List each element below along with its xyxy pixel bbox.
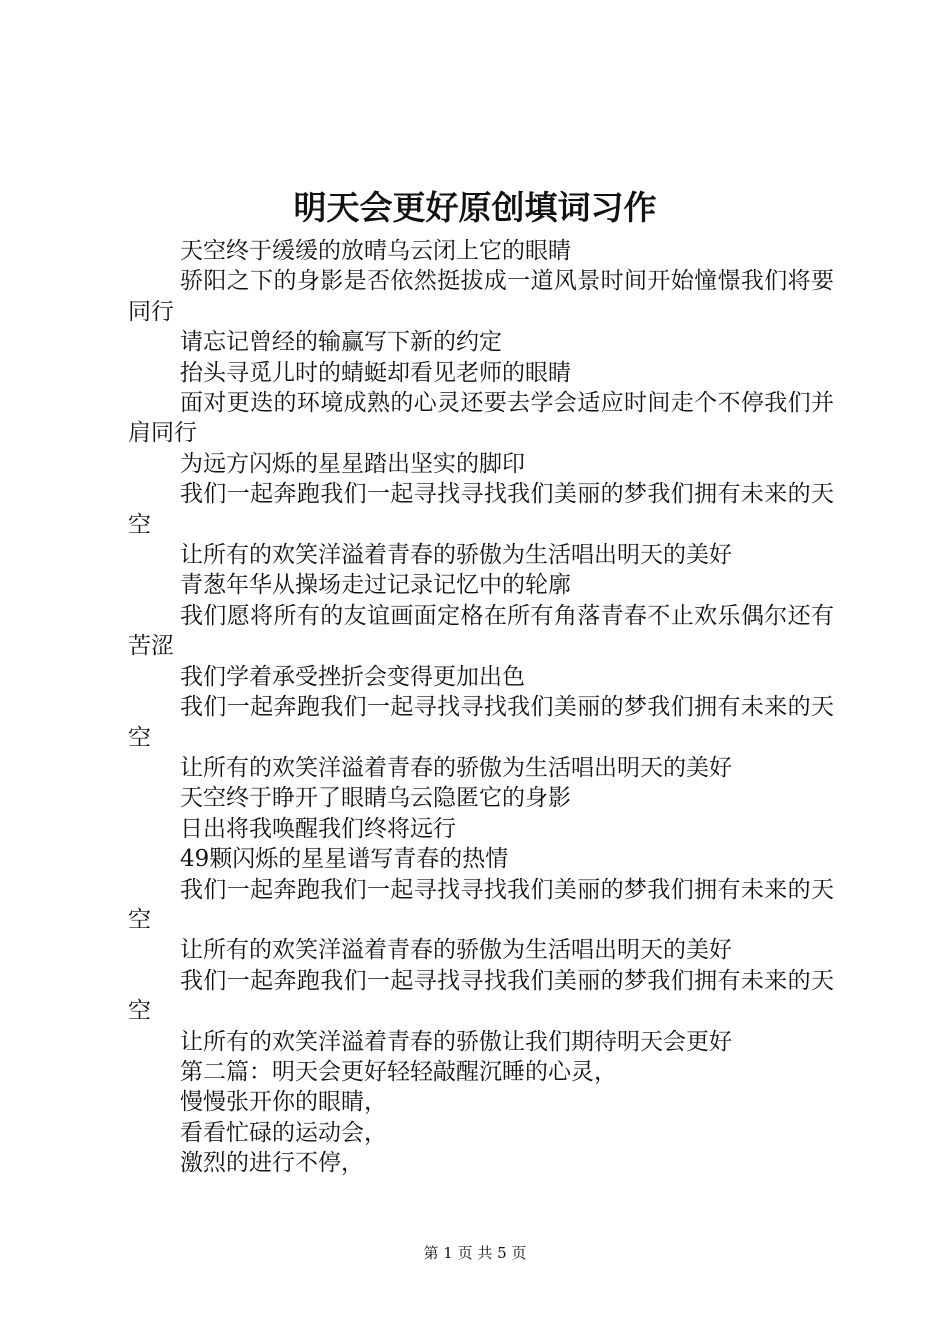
paragraph: 我们一起奔跑我们一起寻找寻找我们美丽的梦我们拥有未来的天空 — [128, 481, 834, 538]
paragraph: 骄阳之下的身影是否依然挺拔成一道风景时间开始憧憬我们将要同行 — [128, 268, 834, 325]
paragraph: 请忘记曾经的输赢写下新的约定 — [180, 329, 502, 356]
paragraph: 第二篇：明天会更好轻轻敲醒沉睡的心灵， — [180, 1058, 617, 1085]
paragraph: 日出将我唤醒我们终将远行 — [180, 815, 456, 842]
paragraph: 让所有的欢笑洋溢着青春的骄傲为生活唱出明天的美好 — [180, 754, 732, 781]
page-number-footer: 第 1 页 共 5 页 — [423, 1244, 527, 1262]
paragraph: 我们一起奔跑我们一起寻找寻找我们美丽的梦我们拥有未来的天空 — [128, 967, 834, 1025]
paragraph: 抬头寻觅儿时的蜻蜓却看见老师的眼睛 — [180, 359, 571, 386]
paragraph: 天空终于睁开了眼睛乌云隐匿它的身影 — [180, 785, 571, 812]
paragraph: 我们一起奔跑我们一起寻找寻找我们美丽的梦我们拥有未来的天空 — [128, 876, 834, 933]
paragraph: 青葱年华从操场走过记录记忆中的轮廓 — [180, 572, 571, 599]
paragraph: 让所有的欢笑洋溢着青春的骄傲让我们期待明天会更好 — [180, 1028, 732, 1055]
paragraph: 我们愿将所有的友谊画面定格在所有角落青春不止欢乐偶尔还有苦涩 — [128, 602, 834, 660]
paragraph: 我们一起奔跑我们一起寻找寻找我们美丽的梦我们拥有未来的天空 — [128, 694, 834, 751]
paragraph: 慢慢张开你的眼睛， — [180, 1089, 387, 1116]
paragraph: 让所有的欢笑洋溢着青春的骄傲为生活唱出明天的美好 — [180, 937, 732, 964]
paragraph: 让所有的欢笑洋溢着青春的骄傲为生活唱出明天的美好 — [180, 542, 732, 569]
document-title: 明天会更好原创填词习作 — [293, 188, 657, 227]
paragraph: 天空终于缓缓的放晴乌云闭上它的眼睛 — [180, 238, 571, 264]
paragraph: 为远方闪烁的星星踏出坚实的脚印 — [180, 450, 525, 477]
document-body — [128, 236, 834, 1179]
paragraph: 看看忙碌的运动会， — [180, 1119, 387, 1146]
paragraph: 激烈的进行不停， — [180, 1150, 364, 1177]
paragraph: 49颗闪烁的星星谱写青春的热情 — [180, 846, 509, 873]
paragraph: 我们学着承受挫折会变得更加出色 — [180, 663, 525, 690]
paragraph: 面对更迭的环境成熟的心灵还要去学会适应时间走个不停我们并肩同行 — [128, 390, 834, 447]
